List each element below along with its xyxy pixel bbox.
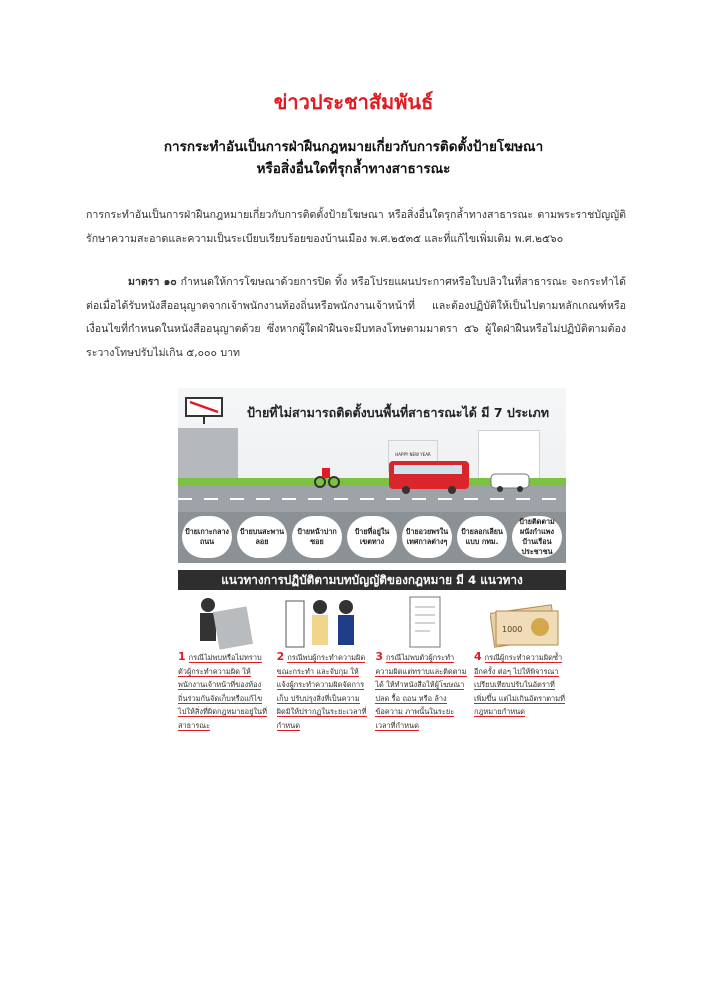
step-number: 3 [375,650,383,663]
guideline-step [474,650,566,780]
worker-removing-sign-icon [186,595,256,651]
money-label: 1000 [502,625,523,634]
subtitle-line-2: หรือสิ่งอื่นใดที่รุกล้ำทางสาธารณะ [256,161,451,177]
sign-type-item: ป้ายที่อยู่ในเขตทาง [347,516,397,558]
street-scene [178,388,566,563]
step-number: 1 [178,650,186,663]
officer-and-offender-icon [284,595,364,651]
step-text: กรณีไม่พบตัวผู้กระทำความผิดแต่ทราบและติดตามได้ ให้ทำหนังสือให้ผู้โฆษณาปลด รื้อ ถอน หรือ ล้างข้อความ ภาพนั้นในระยะเวลาที่กำหนด [375,653,467,730]
step-text: กรณีพบผู้กระทำความผิดขณะกระทำ และจับกุม ให้แจ้งผู้กระทำความผิดจัดการเก็บ ปรับปรุงสิ่งที่เป็นความผิดมิให้ปรากฏในระยะเวลาที่กำหนด [276,653,367,730]
bus-icon [388,460,470,494]
document-icon [406,595,446,651]
body-paragraph-2 [86,271,626,365]
guideline-step [277,650,369,780]
step-text: กรณีไม่พบหรือไม่ทราบตัวผู้กระทำความผิด ให้พนักงานเจ้าหน้าที่ของท้องถิ่นร่วมกันจัดเก็บหรือแก้ไขไปให้สิ่งที่ผิดกฎหมายอยู่ในที่สาธารณะ [178,653,267,730]
sign-types-list [182,516,562,560]
subtitle-line-1: การกระทำอันเป็นการฝ่าฝืนกฎหมายเกี่ยวกับการติดตั้งป้ายโฆษณา [163,139,544,155]
car-icon [490,470,530,492]
money-icon [490,599,562,649]
banner-four-guidelines: แนวทางการปฏิบัติตามบทบัญญัติของกฎหมาย มี 4 แนวทาง [178,570,566,590]
law-section-text: กำหนดให้การโฆษณาด้วยการปิด ทิ้ง หรือโปรยแผนประกาศหรือใบปลิวในที่สาธารณะ จะกระทำได้ต่อเมื่อได้รับหนังสืออนุญาตจากเจ้าพนักงานท้องถิ่นหรือพนักงานเจ้าหน้าที่ และต้องปฏิบัติให้เป็นไปตามหลักเกณฑ์หรือเงื่อนไขที่กำหนดในหนังสืออนุญาตด้วย ซึ่งหากผู้ใดฝ่าฝืนจะมีบทลงโทษตามมาตรา ๕๖ ผู้ใดฝ่าฝืนหรือไม่ปฏิบัติตามต้องระวางโทษปรับไม่เกิน ๕,๐๐๐ บาท [86,276,626,359]
sign-type-item: ป้ายหน้าปากซอย [292,516,342,558]
step-number: 4 [473,650,482,663]
sign-type-item: ป้ายบนสะพานลอย [237,516,287,558]
step-text: กรณีผู้กระทำความผิดซ้ำอีกครั้ง ต่อๆ ไปให้พิจารณาเปรียบเทียบปรับในอัตราที่เพิ่มขึ้น แต่ไม่เกินอัตราตามที่กฎหมายกำหนด [473,653,565,716]
banner-seven-types: ป้ายที่ไม่สามารถติดตั้งบนพื้นที่สาธารณะได้ มี 7 ประเภท [246,405,550,420]
page-subtitle [0,136,707,180]
page-title: ข่าวประชาสัมพันธ์ [273,90,434,114]
infographic [178,388,566,788]
guideline-step [375,650,467,780]
law-section-label: มาตรา ๑๐ [128,276,177,288]
body-paragraph-1: การกระทำอันเป็นการฝ่าฝืนกฎหมายเกี่ยวกับการติดตั้งป้ายโฆษณา หรือสิ่งอื่นใดรุกล้ำทางสาธารณะ ตามพระราชบัญญัติรักษาความสะอาดและความเป็นระเบียบเรียบร้อยของบ้านเมือง พ.ศ.๒๕๓๕ และที่แก้ไขเพิ่มเติม พ.ศ.๒๕๖๐ [86,209,626,245]
motorcycle-icon [314,464,340,488]
sign-type-item: ป้ายติดตามผนังกำแพง บ้านเรือนประชาชน [512,516,562,558]
guideline-illustrations [178,593,566,648]
step-number: 2 [276,650,285,663]
sign-type-item: ป้ายอวยพรในเทศกาลต่างๆ [402,516,452,558]
sign-type-item: ป้ายเกาะกลางถนน [182,516,232,558]
guideline-step [178,650,270,780]
sign-type-item: ป้ายลอกเลียนแบบ กทม. [457,516,507,558]
guideline-steps [178,650,566,780]
road-line [178,498,566,500]
sign-icon [184,396,228,426]
billboard-text: HAPPY NEW YEAR [395,452,431,457]
